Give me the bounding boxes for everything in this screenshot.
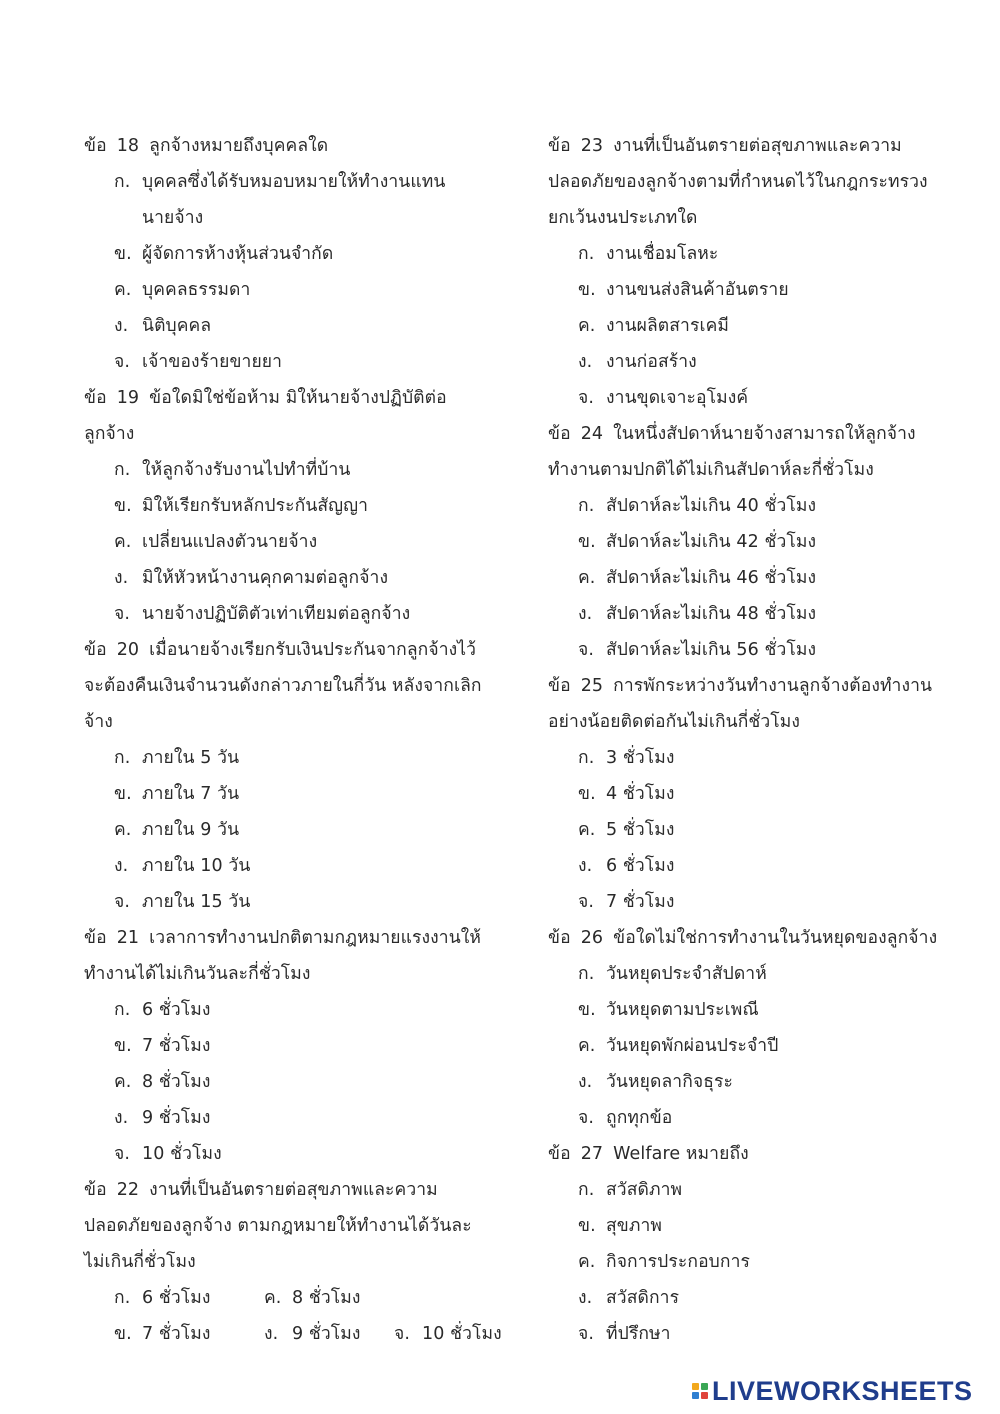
question-stem-continued (84, 704, 504, 740)
answer-option[interactable] (548, 1100, 968, 1136)
option-label: จ. (394, 1324, 411, 1344)
question-number: 25 (580, 676, 604, 696)
answer-option[interactable] (84, 596, 504, 632)
question-label: ข้อ (548, 1144, 571, 1164)
option-label: ค. (578, 568, 596, 588)
answer-option[interactable] (548, 236, 968, 272)
question-stem-continued (84, 668, 504, 704)
answer-option[interactable] (548, 848, 968, 884)
question-number: 21 (116, 928, 140, 948)
option-text: ภายใน 10 วัน (142, 856, 251, 876)
option-text: นิติบุคคล (142, 316, 212, 336)
answer-option[interactable] (548, 884, 968, 920)
option-label: ค. (114, 280, 132, 300)
option-text: มิให้หัวหน้างานคุกคามต่อลูกจ้าง (142, 568, 389, 588)
option-label: ข. (114, 244, 132, 264)
question-label: ข้อ (548, 424, 571, 444)
option-label: ง. (114, 1108, 129, 1128)
answer-option[interactable] (84, 452, 504, 488)
option-label: ก. (114, 172, 131, 192)
option-text: 10 ชั่วโมง (422, 1324, 502, 1344)
question-label: ข้อ (84, 388, 107, 408)
question-stem-continued (548, 164, 968, 200)
option-text: กิจการประกอบการ (606, 1252, 751, 1272)
question-stem (548, 128, 968, 164)
option-text: ถูกทุกข้อ (606, 1108, 673, 1128)
question-label: ข้อ (548, 928, 571, 948)
option-label: ง. (578, 352, 593, 372)
option-text: เปลี่ยนแปลงตัวนายจ้าง (142, 532, 318, 552)
answer-option[interactable] (548, 344, 968, 380)
question-stem-continued (84, 416, 504, 452)
question-number: 24 (580, 424, 604, 444)
answer-option[interactable] (84, 272, 504, 308)
option-label: ค. (264, 1288, 282, 1308)
option-text: สุขภาพ (606, 1216, 663, 1236)
answer-option[interactable] (548, 1280, 968, 1316)
option-label: ค. (578, 1036, 596, 1056)
option-text: 5 ชั่วโมง (606, 820, 675, 840)
question-number: 26 (580, 928, 604, 948)
liveworksheets-logo-icon (692, 1383, 708, 1399)
option-text: วันหยุดลากิจธุระ (606, 1072, 734, 1092)
option-text: วันหยุดประจำสัปดาห์ (606, 964, 767, 984)
answer-option[interactable] (84, 308, 504, 344)
question-stem-continued (548, 704, 968, 740)
option-text: งานเชื่อมโลหะ (606, 244, 719, 264)
option-text: งานผลิตสารเคมี (606, 316, 730, 336)
question-stem-continued (84, 1208, 504, 1244)
question-stem (84, 632, 504, 668)
question-text: ยกเว้นงนประเภทใด (548, 208, 698, 228)
liveworksheets-logo[interactable] (692, 1376, 973, 1406)
question-text: Welfare หมายถึง (613, 1144, 749, 1164)
question-text: ทำงานตามปกติได้ไม่เกินสัปดาห์ละกี่ชั่วโมง (548, 460, 874, 480)
liveworksheets-logo-text: LIVEWORKSHEETS (712, 1376, 973, 1406)
question-number: 22 (116, 1180, 140, 1200)
option-label: ค. (578, 1252, 596, 1272)
answer-option[interactable] (548, 1172, 968, 1208)
question-text: ทำงานได้ไม่เกินวันละกี่ชั่วโมง (84, 964, 311, 984)
answer-option[interactable] (114, 1280, 264, 1316)
question-stem (548, 416, 968, 452)
answer-option[interactable] (84, 884, 504, 920)
option-label: จ. (114, 604, 131, 624)
option-text: สัปดาห์ละไม่เกิน 42 ชั่วโมง (606, 532, 817, 552)
question-25 (548, 668, 968, 920)
option-text: วันหยุดตามประเพณี (606, 1000, 759, 1020)
option-text: 7 ชั่วโมง (142, 1324, 211, 1344)
question-stem (84, 128, 504, 164)
option-label: จ. (114, 352, 131, 372)
answer-option[interactable] (84, 740, 504, 776)
question-18 (84, 128, 504, 380)
question-20 (84, 632, 504, 920)
option-label: ค. (578, 316, 596, 336)
answer-option[interactable] (84, 488, 504, 524)
option-label: ข. (114, 784, 132, 804)
answer-option[interactable] (548, 992, 968, 1028)
option-label: ค. (114, 820, 132, 840)
answer-option[interactable] (548, 1064, 968, 1100)
question-text: อย่างน้อยติดต่อกันไม่เกินกี่ชั่วโมง (548, 712, 801, 732)
answer-option[interactable] (84, 992, 504, 1028)
answer-option[interactable] (264, 1280, 361, 1316)
option-text: ที่ปรึกษา (606, 1324, 671, 1344)
answer-option[interactable] (84, 776, 504, 812)
question-text: ในหนึ่งสัปดาห์นายจ้างสามารถให้ลูกจ้าง (613, 424, 916, 444)
option-label: ง. (114, 856, 129, 876)
option-text: ภายใน 7 วัน (142, 784, 240, 804)
option-text: บุคคลซึ่งได้รับหมอบหมายให้ทำงานแทน (142, 172, 446, 192)
answer-option[interactable] (548, 1028, 968, 1064)
option-text: 7 ชั่วโมง (142, 1036, 211, 1056)
answer-option[interactable] (394, 1316, 502, 1352)
question-26 (548, 920, 968, 1136)
question-stem-continued (548, 200, 968, 236)
question-stem (84, 920, 504, 956)
answer-option[interactable] (548, 776, 968, 812)
option-text-continued: นายจ้าง (142, 208, 204, 228)
option-label: ข. (578, 280, 596, 300)
option-text: งานขนส่งสินค้าอันตราย (606, 280, 789, 300)
question-text: จะต้องคืนเงินจำนวนดังกล่าวภายในกี่วัน หลังจากเลิก (84, 676, 482, 696)
answer-option[interactable] (548, 596, 968, 632)
question-number: 27 (580, 1144, 604, 1164)
option-text: สัปดาห์ละไม่เกิน 56 ชั่วโมง (606, 640, 817, 660)
answer-option[interactable] (548, 272, 968, 308)
answer-option[interactable] (548, 812, 968, 848)
question-27 (548, 1136, 968, 1352)
option-text: ภายใน 15 วัน (142, 892, 251, 912)
option-text: งานขุดเจาะอุโมงค์ (606, 388, 749, 408)
right-column (548, 128, 968, 1352)
option-text: วันหยุดพักผ่อนประจำปี (606, 1036, 779, 1056)
question-label: ข้อ (548, 136, 571, 156)
question-stem (84, 1172, 504, 1208)
option-label: ก. (114, 1288, 131, 1308)
question-text: ปลอดภัยของลูกจ้าง ตามกฎหมายให้ทำงานได้วันละ (84, 1216, 472, 1236)
option-label: ก. (578, 1180, 595, 1200)
option-label: ง. (264, 1324, 279, 1344)
option-label: ง. (578, 1288, 593, 1308)
option-label: ข. (114, 1324, 132, 1344)
option-label: ง. (114, 316, 129, 336)
question-label: ข้อ (84, 1180, 107, 1200)
question-number: 18 (116, 136, 140, 156)
question-text: การพักระหว่างวันทำงานลูกจ้างต้องทำงาน (613, 676, 933, 696)
question-label: ข้อ (548, 676, 571, 696)
answer-option[interactable] (84, 812, 504, 848)
answer-option[interactable] (84, 560, 504, 596)
question-number: 23 (580, 136, 604, 156)
option-label: ก. (578, 244, 595, 264)
question-text: เมื่อนายจ้างเรียกรับเงินประกันจากลูกจ้างไว้ (149, 640, 477, 660)
question-stem-continued (84, 956, 504, 992)
question-stem (548, 920, 968, 956)
option-text: บุคคลธรรมดา (142, 280, 251, 300)
answer-option[interactable] (84, 1136, 504, 1172)
option-text: 6 ชั่วโมง (606, 856, 675, 876)
option-text: สัปดาห์ละไม่เกิน 48 ชั่วโมง (606, 604, 817, 624)
option-label: ค. (114, 1072, 132, 1092)
question-21 (84, 920, 504, 1172)
left-column (84, 128, 504, 1352)
question-text: ข้อใดไม่ใช่การทำงานในวันหยุดของลูกจ้าง (613, 928, 938, 948)
option-text: 8 ชั่วโมง (142, 1072, 211, 1092)
option-text: 9 ชั่วโมง (292, 1324, 361, 1344)
option-text: 3 ชั่วโมง (606, 748, 675, 768)
answer-option[interactable] (548, 1244, 968, 1280)
option-label: ง. (114, 568, 129, 588)
option-text: 4 ชั่วโมง (606, 784, 675, 804)
question-text: ไม่เกินกี่ชั่วโมง (84, 1252, 196, 1272)
answer-option[interactable] (84, 1100, 504, 1136)
question-text: งานที่เป็นอันตรายต่อสุขภาพและความ (613, 136, 902, 156)
option-label: จ. (114, 1144, 131, 1164)
question-number: 19 (116, 388, 140, 408)
question-text: ข้อใดมิใช่ข้อห้าม มิให้นายจ้างปฏิบัติต่อ (149, 388, 447, 408)
answer-option[interactable] (84, 1028, 504, 1064)
option-text: ให้ลูกจ้างรับงานไปทำที่บ้าน (142, 460, 351, 480)
option-label: ก. (114, 1000, 131, 1020)
option-label: จ. (578, 640, 595, 660)
option-label: ง. (578, 604, 593, 624)
question-text: เวลาการทำงานปกติตามกฎหมายแรงงานให้ (149, 928, 482, 948)
question-stem-continued (84, 1244, 504, 1280)
option-text: 7 ชั่วโมง (606, 892, 675, 912)
option-label: ข. (578, 1216, 596, 1236)
option-text: 8 ชั่วโมง (292, 1288, 361, 1308)
answer-option[interactable] (548, 308, 968, 344)
answer-option[interactable] (548, 1208, 968, 1244)
option-label: จ. (114, 892, 131, 912)
option-label: จ. (578, 892, 595, 912)
question-text: ลูกจ้างหมายถึงบุคคลใด (149, 136, 329, 156)
question-text: งานที่เป็นอันตรายต่อสุขภาพและความ (149, 1180, 438, 1200)
option-text: สัปดาห์ละไม่เกิน 46 ชั่วโมง (606, 568, 817, 588)
question-stem (84, 380, 504, 416)
option-text: สวัสดิภาพ (606, 1180, 683, 1200)
option-label: ค. (114, 532, 132, 552)
answer-option[interactable] (84, 1064, 504, 1100)
option-text: 9 ชั่วโมง (142, 1108, 211, 1128)
question-text: จ้าง (84, 712, 113, 732)
option-label: ก. (114, 460, 131, 480)
question-23 (548, 128, 968, 416)
question-label: ข้อ (84, 928, 107, 948)
option-label: ง. (578, 856, 593, 876)
option-label: ก. (114, 748, 131, 768)
answer-option[interactable] (84, 524, 504, 560)
option-text: มิให้เรียกรับหลักประกันสัญญา (142, 496, 369, 516)
option-label: ง. (578, 1072, 593, 1092)
option-label: ข. (578, 784, 596, 804)
question-stem (548, 1136, 968, 1172)
option-text: สัปดาห์ละไม่เกิน 40 ชั่วโมง (606, 496, 817, 516)
answer-option[interactable] (548, 524, 968, 560)
answer-option[interactable] (548, 632, 968, 668)
option-label: ก. (578, 496, 595, 516)
option-text: ภายใน 9 วัน (142, 820, 240, 840)
option-label: ข. (114, 496, 132, 516)
answer-option[interactable] (548, 560, 968, 596)
option-text: งานก่อสร้าง (606, 352, 697, 372)
option-label: ข. (578, 532, 596, 552)
option-label: ค. (578, 820, 596, 840)
question-19 (84, 380, 504, 632)
question-text: ลูกจ้าง (84, 424, 135, 444)
answer-option[interactable] (548, 1316, 968, 1352)
answer-option-row (84, 1280, 504, 1316)
answer-option[interactable] (548, 380, 968, 416)
question-24 (548, 416, 968, 668)
answer-option[interactable] (84, 236, 504, 272)
option-text: สวัสดิการ (606, 1288, 680, 1308)
option-text: เจ้าของร้ายขายยา (142, 352, 283, 372)
question-label: ข้อ (84, 640, 107, 660)
option-label: ข. (114, 1036, 132, 1056)
question-stem (548, 668, 968, 704)
answer-option[interactable] (548, 740, 968, 776)
option-text: ภายใน 5 วัน (142, 748, 240, 768)
option-text: นายจ้างปฏิบัติตัวเท่าเทียมต่อลูกจ้าง (142, 604, 411, 624)
option-label: ข. (578, 1000, 596, 1020)
option-label: จ. (578, 388, 595, 408)
question-number: 20 (116, 640, 140, 660)
answer-option[interactable] (548, 488, 968, 524)
option-text: 6 ชั่วโมง (142, 1000, 211, 1020)
answer-option-row (84, 1316, 504, 1352)
answer-option[interactable] (84, 848, 504, 884)
answer-option[interactable] (114, 1316, 264, 1352)
option-text: ผู้จัดการห้างหุ้นส่วนจำกัด (142, 244, 334, 264)
answer-option[interactable] (84, 164, 504, 200)
answer-option[interactable] (548, 956, 968, 992)
question-label: ข้อ (84, 136, 107, 156)
question-22 (84, 1172, 504, 1352)
option-label: ก. (578, 964, 595, 984)
question-text: ปลอดภัยของลูกจ้างตามที่กำหนดไว้ในกฎกระทรวง (548, 172, 928, 192)
question-stem-continued (548, 452, 968, 488)
option-label: ก. (578, 748, 595, 768)
option-label: จ. (578, 1108, 595, 1128)
option-label: จ. (578, 1324, 595, 1344)
answer-option[interactable] (264, 1316, 394, 1352)
option-text: 10 ชั่วโมง (142, 1144, 222, 1164)
option-text: 6 ชั่วโมง (142, 1288, 211, 1308)
answer-option[interactable] (84, 344, 504, 380)
